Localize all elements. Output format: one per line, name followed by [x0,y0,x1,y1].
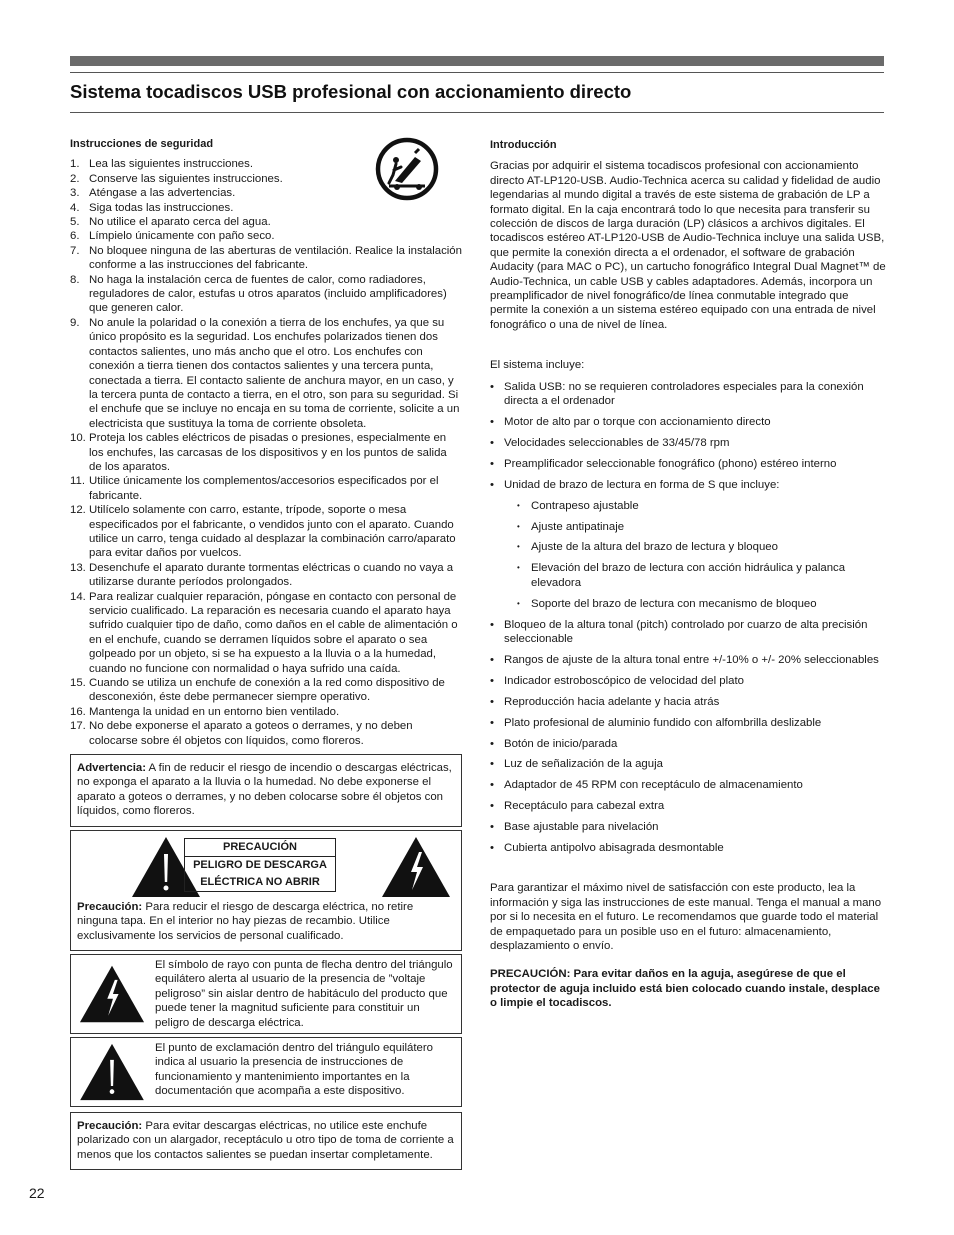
caution-box [70,830,462,951]
safety-heading: Instrucciones de seguridad [70,138,214,150]
exclamation-info-text: El punto de exclamación dentro del triángulo equilátero indica al usuario la presencia de instrucciones de funcionamiento y mantenimiento importantes en la documentación que acompaña a este dispositivo. [155,1041,433,1098]
lightning-triangle-icon [79,964,145,1024]
list-item: 7. No bloquee ninguna de las aberturas de ventilación. Realice la instalación conforme a las instrucciones del fabricante. [70,244,462,272]
features-list [490,380,888,492]
list-item: • Plato profesional de aluminio fundido con alfombrilla deslizable [490,716,888,730]
warning-label: Advertencia: [77,762,147,775]
exclamation-triangle-icon [79,1043,145,1101]
list-item: • Contrapeso ajustable [490,499,888,513]
stylus-caution: PRECAUCIÓN: Para evitar daños en la aguja, asegúrese de que el protector de aguja incluido está bien colocado cuando instale, desplace o limpie el tocadiscos. [490,968,880,1010]
list-item: 14. Para realizar cualquier reparación, póngase en contacto con personal de servicio cualificado. La reparación es necesaria cuando el aparato haya sufrido cualquier tipo de daño, como daños en el cable de alimentación o en el enchufe, cuando se derramen líquidos sobre el aparato o sea golpeado por un objeto, si se ha expuesto a la lluvia o a la humedad, cuando no funcione con normalidad o haya sufrido una caída. [70,590,458,675]
caution-text-label: Precaución: [77,900,143,913]
list-item: • Receptáculo para cabezal extra [490,799,888,813]
warning-box [70,754,462,827]
list-item: • Adaptador de 45 RPM con receptáculo de almacenamiento [490,778,888,792]
list-item: • Soporte del brazo de lectura con mecanismo de bloqueo [490,597,888,611]
list-item: 11. Utilice únicamente los complementos/accesorios especificados por el fabricante. [70,475,439,502]
list-item: • Ajuste de la altura del brazo de lectura y bloqueo [490,540,888,554]
list-item: 6. Límpielo únicamente con paño seco. [70,230,275,243]
lightning-info-text: El símbolo de rayo con punta de flecha dentro del triángulo equilátero alerta al usuario de la presencia de ”voltaje peligroso” sin aislar dentro de habitáculo del producto que puede tener la magnitud suficiente para constituir un peligro de descarga eléctrica. [155,958,453,1029]
list-item: 16. Mantenga la unidad en un entorno bien ventilado. [70,705,340,718]
list-item: • Motor de alto par o torque con accionamiento directo [490,415,888,429]
list-item: 1. Lea las siguientes instrucciones. [70,158,253,171]
list-item: • Velocidades seleccionables de 33/45/78 rpm [490,436,888,450]
plug-caution-text: Para evitar descargas eléctricas, no utilice este enchufe polarizado con un alargador, receptáculo u otro tipo de toma de corriente a menos que los contactos salientes se puedan insertar completamente. [77,1119,454,1161]
list-item: 8. No haga la instalación cerca de fuentes de calor, como radiadores, reguladores de calor, estufas u otros aparatos (incluido amplificadores) que generen calor. [70,273,447,315]
list-item: • Indicador estroboscópico de velocidad del plato [490,674,888,688]
list-item: • Botón de inicio/parada [490,737,888,751]
safety-list [70,157,462,748]
warning-text: A fin de reducir el riesgo de incendio o descargas eléctricas, no exponga el aparato a la lluvia o la humedad. No debe exponerse el aparato a goteos o derrames, y no deben colocarse sobre él objetos con líquidos, como floreros. [77,762,452,818]
list-item: • Bloqueo de la altura tonal (pitch) controlado por cuarzo de alta precisión seleccionable [490,618,888,647]
closing-paragraph: Para garantizar el máximo nivel de satisfacción con este producto, lea la información y siga las instrucciones de este manual. Tenga el manual a mano por si lo necesita en el futuro. Le recomendamos que guarde todo el material de empaquetado para un posible uso en el futuro: almacenamiento, desplazamiento o envío. [490,882,882,953]
list-item: 10. Proteja los cables eléctricos de pisadas o presiones, especialmente en los enchufes, las carcasas de los dispositivos y en los puntos de salida de los aparatos. [70,432,447,473]
list-item: 15. Cuando se utiliza un enchufe de conexión a la red como dispositivo de desconexión, éste debe permanecer siempre operativo. [70,677,445,704]
list-item: 3. Aténgase a las advertencias. [70,187,236,200]
intro-paragraph: Gracias por adquirir el sistema tocadiscos profesional con accionamiento directo AT-LP120-USB. Audio-Technica acerca su calidad y fidelidad de audio legendarias al mundo digital a través de este sistema de grabación de LP a formato digital. En la caja encontrará todo lo que necesita para transferir su colección de discos de larga duración (LP) clásicos a archivos digitales. El tocadiscos estéreo AT-LP120-USB de Audio-Technica incluye una salida USB, que permite la conexión directa a el ordenador, el software de grabación Audacity (para MAC o PC), un cartucho fonográfico Integral Dual Magnet™ de Audio-Technica, un cable USB y cables adaptadores. Además, incorpora un preamplificador de nivel fonográfico/de línea conmutable integrado que permite la conexión a un sistema estéreo equipado con una entrada de nivel fonográfico o una de nivel de línea. [490,160,886,331]
exclamation-info-box [70,1037,462,1107]
header-bar [70,56,884,66]
page-title: Sistema tocadiscos USB profesional con accionamiento directo [70,81,632,102]
header-rule-top [70,72,884,73]
lightning-info-box [70,954,462,1034]
list-item: • Ajuste antipatinaje [490,520,888,534]
list-item: 2. Conserve las siguientes instrucciones. [70,172,283,185]
caution-text: Para reducir el riesgo de descarga eléctrica, no retire ninguna tapa. En el interior no hay piezas de recambio. Utilice exclusivamente los servicios de personal cualificado. [77,900,414,942]
intro-heading: Introducción [490,139,557,151]
list-item: 5. No utilice el aparato cerca del agua. [70,216,271,229]
list-item: • Elevación del brazo de lectura con acción hidráulica y palanca elevadora [490,561,888,590]
header-rule-bottom [70,112,884,113]
left-column [70,137,462,1170]
list-item: 9. No anule la polaridad o la conexión a tierra de los enchufes, ya que su único propósito es la seguridad. Los enchufes polarizados tienen dos contactos salientes, uno más ancho que el otro. Los enchufes con conexión a tierra tienen dos contactos salientes y una tercera punta, conectada a tierra. El contacto saliente de anchura mayor, en un caso, y la tercera punta de contacto a tierra, en el otro, son para su seguridad. Si el enchufe que se incluye no encaja en su toma de corriente, solicite a un electricista que sustituya la toma de corriente obsoleta. [70,316,460,430]
list-item: • Reproducción hacia adelante y hacia atrás [490,695,888,709]
plug-caution-label: Precaución: [77,1119,143,1132]
list-item: • Preamplificador seleccionable fonográfico (phono) estéreo interno [490,457,888,471]
list-item: • Base ajustable para nivelación [490,820,888,834]
list-item: • Luz de señalización de la aguja [490,757,888,771]
plug-caution-box [70,1112,462,1170]
list-item: • Salida USB: no se requieren controladores especiales para la conexión directa a el ordenador [490,380,888,409]
features-list-continued [490,618,888,856]
page-number: 22 [29,1185,45,1201]
list-item: • Rangos de ajuste de la altura tonal entre +/-10% o +/- 20% seleccionables [490,653,888,667]
list-item: 4. Siga todas las instrucciones. [70,201,234,214]
list-item: 12. Utilícelo solamente con carro, estante, trípode, soporte o mesa especificados por el fabricante, o vendidos junto con el aparato. Cuando utilice un carro, tenga cuidado al desplazar la combinación carro/aparato para evitar daños por vuelcos. [70,504,456,560]
list-item: • Cubierta antipolvo abisagrada desmontable [490,841,888,855]
includes-label: El sistema incluye: [490,359,585,372]
list-item: 17. No debe exponerse el aparato a goteos o derrames, y no deben colocarse sobre él objetos con líquidos, como floreros. [70,720,413,747]
list-item: • Unidad de brazo de lectura en forma de S que incluye: [490,478,888,492]
caution-label: PRECAUCIÓN PELIGRO DE DESCARGA ELÉCTRICA NO ABRIR [184,838,336,892]
list-item: 13. Desenchufe el aparato durante tormentas eléctricas o cuando no vaya a utilizarse durante períodos prolongados. [70,561,454,589]
tonearm-sublist [490,499,888,611]
lightning-triangle-icon [381,836,451,898]
right-column [490,138,888,1011]
